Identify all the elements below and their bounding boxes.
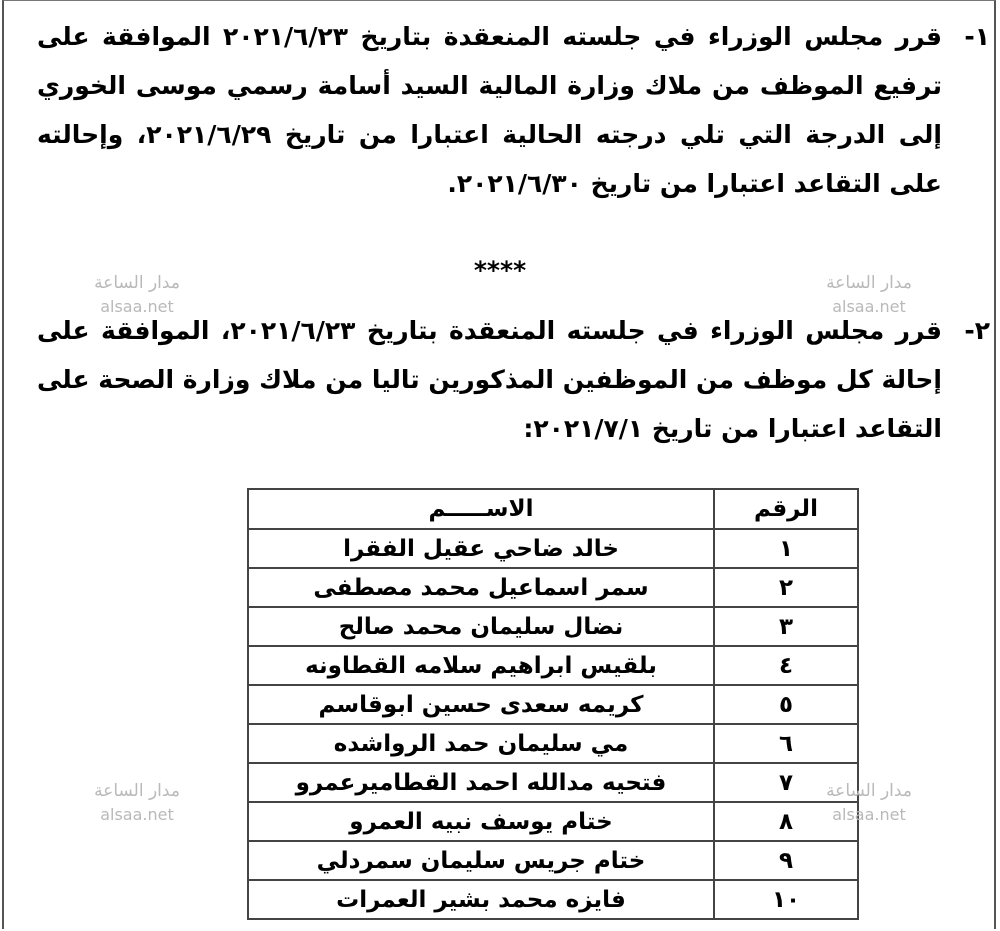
decision-paragraph-1 [37,12,990,208]
watermark-name: مدار الساعة [826,781,912,801]
row-number: ٦ [714,724,858,763]
watermark-url: alsaa.net [100,805,174,824]
row-number: ٩ [714,841,858,880]
table-row [248,841,858,880]
row-number: ١ [714,529,858,568]
row-name: ختام جريس سليمان سمردلي [248,841,714,880]
watermark [82,272,192,318]
table-row [248,880,858,919]
item-number: ١- [964,22,990,51]
table-row [248,568,858,607]
table-row [248,802,858,841]
table-row [248,646,858,685]
table-row [248,724,858,763]
row-name: ختام يوسف نبيه العمرو [248,802,714,841]
row-number: ٥ [714,685,858,724]
row-name: فتحيه مدالله احمد القطاميرعمرو [248,763,714,802]
row-number: ٨ [714,802,858,841]
watermark [82,780,192,826]
watermark-name: مدار الساعة [94,273,180,293]
separator: **** [473,256,527,285]
decision-paragraph-2 [37,306,990,453]
row-name: مي سليمان حمد الرواشده [248,724,714,763]
row-number: ٧ [714,763,858,802]
table-row [248,607,858,646]
decision-text: قرر مجلس الوزراء في جلسته المنعقدة بتاريخ ٢٠٢١/٦/٢٣، الموافقة على إحالة كل موظف من الموظفين المذكورين تاليا من ملاك وزارة الصحة على التقاعد اعتبارا من تاريخ ٢٠٢١/٧/١: [37,316,942,443]
row-number: ١٠ [714,880,858,919]
watermark-url: alsaa.net [100,297,174,316]
row-name: بلقيس ابراهيم سلامه القطاونه [248,646,714,685]
row-number: ٢ [714,568,858,607]
header-name: الاســـــم [248,489,714,529]
row-number: ٣ [714,607,858,646]
row-name: نضال سليمان محمد صالح [248,607,714,646]
table-row [248,763,858,802]
table-header-row [248,489,858,529]
row-name: خالد ضاحي عقيل الفقرا [248,529,714,568]
watermark-name: مدار الساعة [94,781,180,801]
row-name: سمر اسماعيل محمد مصطفى [248,568,714,607]
row-name: كريمه سعدى حسين ابوقاسم [248,685,714,724]
decision-text: قرر مجلس الوزراء في جلسته المنعقدة بتاريخ ٢٠٢١/٦/٢٣ الموافقة على ترفيع الموظف من ملاك وزارة المالية السيد أسامة رسمي موسى الخوري إلى الدرجة التي تلي درجته الحالية اعتبارا من تاريخ ٢٠٢١/٦/٢٩، وإحالته على التقاعد اعتبارا من تاريخ ٢٠٢١/٦/٣٠. [37,22,942,198]
watermark-url: alsaa.net [832,297,906,316]
watermark-name: مدار الساعة [826,273,912,293]
watermark-url: alsaa.net [832,805,906,824]
header-number: الرقم [714,489,858,529]
table-row [248,685,858,724]
row-number: ٤ [714,646,858,685]
watermark [814,780,924,826]
table-row [248,529,858,568]
retirees-table [247,488,859,920]
row-name: فايزه محمد بشير العمرات [248,880,714,919]
item-number: ٢- [964,316,990,345]
watermark [814,272,924,318]
